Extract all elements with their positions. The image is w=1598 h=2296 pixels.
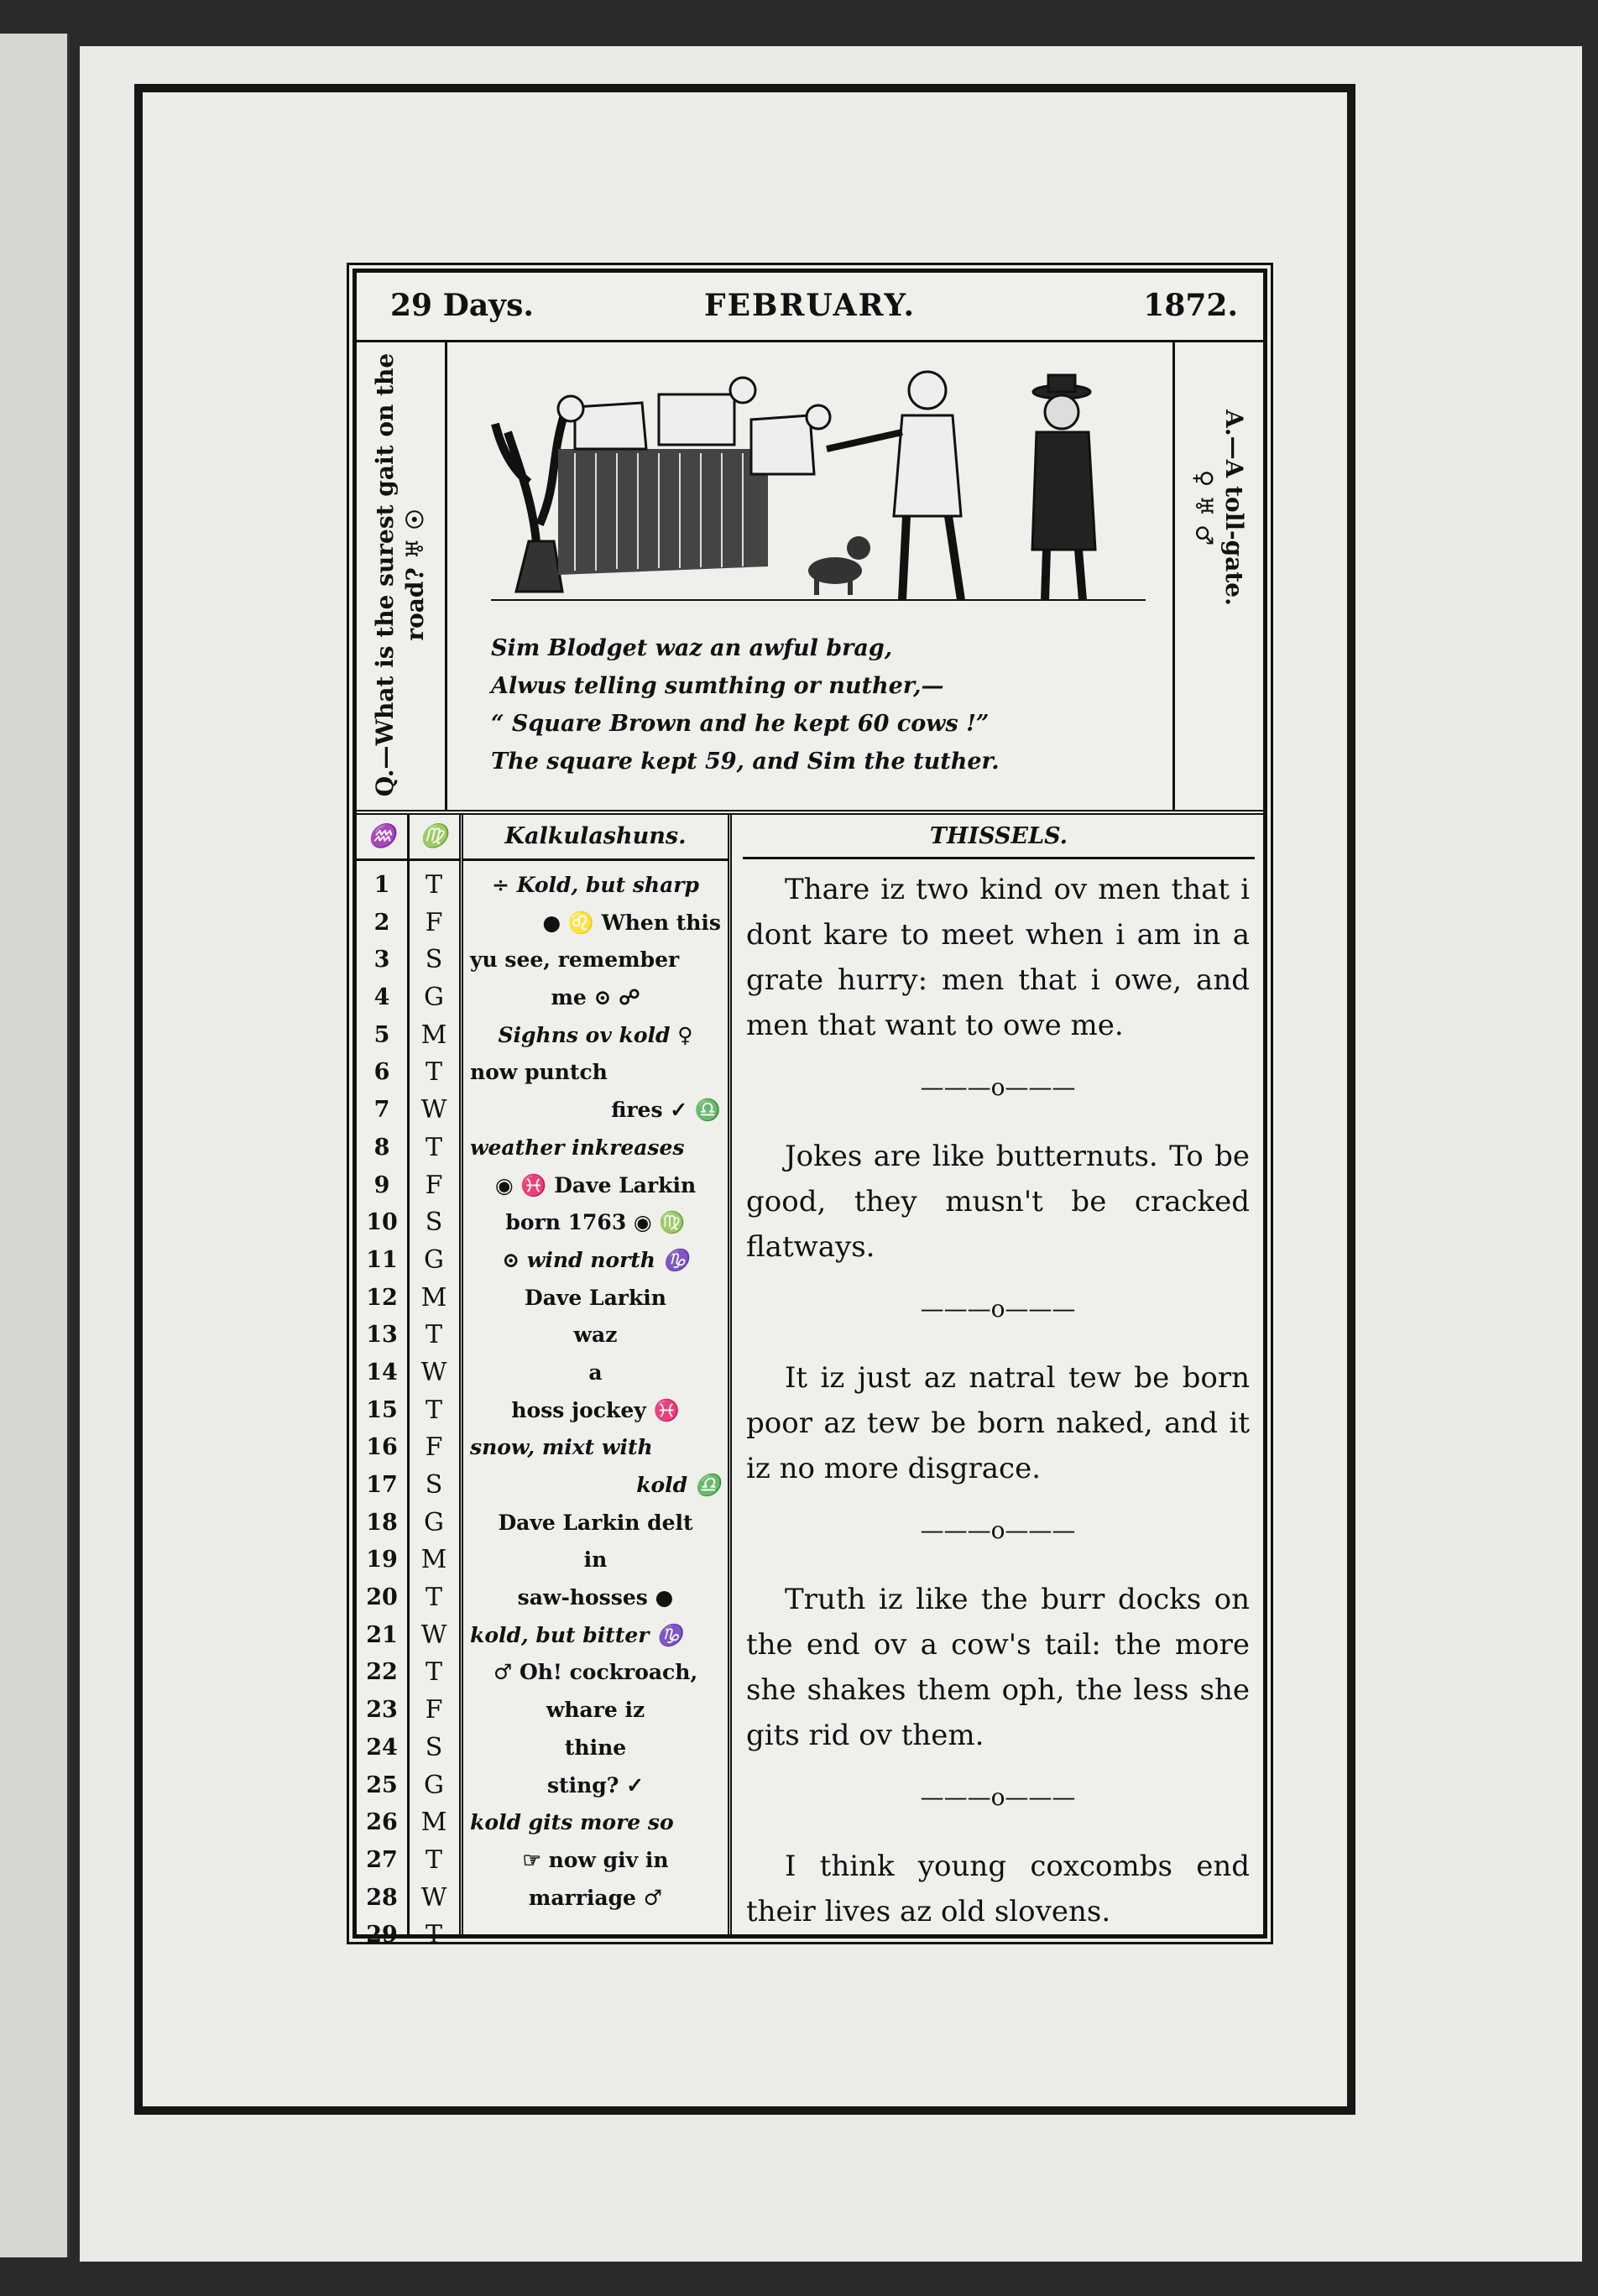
- day-number: 7: [373, 1097, 390, 1124]
- day-number: 23: [366, 1697, 398, 1724]
- year: 1872.: [1143, 288, 1238, 323]
- verse-line: The square kept 59, and Sim the tuther.: [491, 749, 1000, 775]
- kalkulashun-line: kold, but bitter ♑: [470, 1622, 683, 1647]
- kalkulashun-line: kold gits more so: [470, 1810, 674, 1835]
- separator: ———o———: [920, 1295, 1076, 1323]
- tree-icon: [495, 407, 567, 592]
- kalkulashun-line: saw-hosses ●: [517, 1585, 674, 1610]
- separator: ———o———: [920, 1783, 1076, 1811]
- day-number: 2: [373, 909, 390, 936]
- day-number: 11: [366, 1246, 398, 1273]
- weekday-letter: T: [425, 1920, 442, 1950]
- kalkulashun-line: ◉ ♓ Dave Larkin: [494, 1172, 697, 1198]
- weekday-letter: M: [420, 1545, 447, 1575]
- kalkulashun-line: Sighns ov kold ♀: [498, 1022, 693, 1047]
- header-row: [357, 273, 1263, 342]
- day-number: 29: [366, 1922, 398, 1949]
- kalkulashun-line: thine: [564, 1735, 627, 1760]
- day-number-list: [357, 867, 407, 1954]
- kalkulashun-line: weather inkreases: [470, 1135, 685, 1160]
- kalkulashun-line: ● ♌ When this: [542, 910, 721, 935]
- weekday-letter: T: [425, 1395, 442, 1425]
- kalkulashun-line: born 1763 ◉ ♍: [505, 1210, 686, 1235]
- weekday-letter: T: [425, 870, 442, 900]
- weekday-letter: F: [425, 907, 443, 937]
- weekday-letter: F: [425, 1432, 443, 1463]
- kalkulashun-line: waz: [573, 1323, 618, 1348]
- thissel-paragraph: Truth iz like the burr docks on the end ov a cow's tail: the more she shakes them oph, the less she gits rid ov them.: [746, 1583, 1250, 1752]
- thissel-paragraph: Thare iz two kind ov men that i dont kare to meet when i am in a grate hurry: men that i owe, and men that want to owe me.: [746, 873, 1250, 1042]
- kalkulashun-line: in: [583, 1547, 608, 1573]
- thissel-paragraph: It iz just az natral tew be born poor az tew be born naked, and it iz no more disgrace.: [746, 1361, 1250, 1485]
- month-title: FEBRUARY.: [704, 288, 916, 323]
- weekday-letter: G: [424, 1245, 444, 1275]
- dog-icon: [808, 536, 870, 595]
- answer-sidebar: [1172, 340, 1263, 810]
- verse-line: “ Square Brown and he kept 60 cows !”: [491, 711, 990, 737]
- almanac-page: [352, 269, 1267, 1950]
- weekday-letter: T: [425, 1657, 442, 1688]
- weekday-letter: S: [425, 1208, 443, 1238]
- thissel-paragraph: Jokes are like butternuts. To be good, they musn't be cracked flatways.: [746, 1140, 1250, 1264]
- weekday-letter: S: [425, 1470, 443, 1500]
- weekday-column: [409, 815, 463, 1950]
- day-number: 19: [366, 1547, 398, 1573]
- question-text: Q.—What is the surest gait on the road? ♅ ☉: [371, 352, 429, 797]
- day-number: 8: [373, 1134, 390, 1161]
- day-number-column: [357, 815, 410, 1949]
- day-number: 27: [366, 1846, 398, 1873]
- weekday-letter: M: [420, 1808, 447, 1838]
- day-number: 3: [373, 947, 390, 973]
- kalkulashun-line: now puntch: [470, 1060, 608, 1085]
- kalkulashun-line: ♂ Oh! cockroach,: [493, 1660, 698, 1685]
- kalkulashun-line: snow, mixt with: [470, 1435, 653, 1460]
- day-number: 12: [366, 1284, 398, 1311]
- day-number: 17: [366, 1472, 398, 1498]
- weekday-letter: W: [420, 1882, 447, 1912]
- kalkulashuns-heading: Kalkulashuns.: [463, 815, 728, 861]
- kalkulashun-line: hoss jockey ♓: [511, 1397, 680, 1422]
- weekday-letter: T: [425, 1583, 442, 1613]
- woodcut-illustration: [491, 357, 1146, 608]
- verse-line: Alwus telling sumthing or nuther,—: [491, 673, 944, 699]
- separator: ———o———: [920, 1073, 1076, 1101]
- day-number: 4: [373, 984, 390, 1011]
- calendar-table: [357, 815, 1263, 1950]
- day-number: 16: [366, 1434, 398, 1461]
- kalkulashun-line: ⊙ wind north ♑: [502, 1247, 689, 1272]
- kalkulashun-line: me ⊙ ☍: [551, 985, 640, 1010]
- weekday-letter: S: [425, 1732, 443, 1762]
- weekday-letter: G: [424, 983, 444, 1013]
- kalkulashuns-list: [470, 867, 721, 1917]
- weekday-letter: W: [420, 1620, 447, 1650]
- separator: ———o———: [920, 1516, 1076, 1544]
- day-number: 5: [373, 1021, 390, 1048]
- kalkulashun-line: fires ✓ ♎: [611, 1098, 721, 1123]
- fence-icon: [558, 449, 768, 575]
- weekday-letter: T: [425, 1845, 442, 1875]
- weekday-letter: T: [425, 1132, 442, 1162]
- kalkulashuns-column: [463, 815, 732, 1934]
- day-number: 25: [366, 1772, 398, 1798]
- weekday-letter: M: [420, 1020, 447, 1050]
- aquarius-icon: ♒: [357, 815, 407, 861]
- kalkulashun-line: Dave Larkin delt: [498, 1510, 693, 1535]
- kalkulashun-line: sting? ✓: [546, 1772, 645, 1798]
- man-with-hat-icon: [1032, 375, 1095, 600]
- thissels-column: [734, 815, 1263, 1934]
- verse: [491, 629, 1129, 780]
- weekday-letter: M: [420, 1282, 447, 1312]
- day-number: 24: [366, 1734, 398, 1761]
- day-number: 21: [366, 1621, 398, 1648]
- day-number: 26: [366, 1809, 398, 1836]
- weekday-letter: F: [425, 1170, 443, 1200]
- kalkulashun-line: ☞ now giv in: [522, 1847, 669, 1872]
- day-number: 1: [373, 872, 390, 898]
- weekday-letter: T: [425, 1320, 442, 1350]
- kalkulashun-line: Dave Larkin: [525, 1285, 666, 1310]
- weekday-letter: G: [424, 1507, 444, 1537]
- weekday-letter: F: [425, 1695, 443, 1725]
- day-number: 15: [366, 1396, 398, 1423]
- weekday-letter: G: [424, 1770, 444, 1800]
- weekday-letter: T: [425, 1057, 442, 1088]
- day-number: 6: [373, 1059, 390, 1086]
- thissels-body: [746, 867, 1250, 1934]
- day-number: 22: [366, 1659, 398, 1686]
- thissels-heading: THISSELS.: [743, 815, 1255, 859]
- days-count: 29 Days.: [390, 288, 534, 323]
- verse-line: Sim Blodget waz an awful brag,: [491, 635, 893, 661]
- left-page-edge: [0, 34, 70, 2257]
- thissel-paragraph: I think young coxcombs end their lives az old slovens.: [746, 1850, 1250, 1928]
- virgo-icon: ♍: [409, 815, 459, 861]
- day-number: 9: [373, 1171, 390, 1198]
- kalkulashun-line: marriage ♂: [528, 1885, 663, 1910]
- day-number: 10: [366, 1209, 398, 1236]
- kalkulashun-line: ÷ Kold, but sharp: [492, 873, 699, 897]
- kalkulashun-line: whare iz: [546, 1698, 645, 1723]
- kalkulashun-line: kold ♎: [636, 1473, 721, 1497]
- weekday-list: [409, 867, 459, 1954]
- answer-text: A.—A toll-gate. ♀ ♅ ♂: [1190, 410, 1248, 606]
- day-number: 14: [366, 1359, 398, 1385]
- illustration-section: [357, 340, 1263, 815]
- kalkulashun-line: yu see, remember: [470, 947, 680, 973]
- day-number: 20: [366, 1584, 398, 1611]
- weekday-letter: W: [420, 1357, 447, 1387]
- question-sidebar: [357, 340, 447, 810]
- day-number: 13: [366, 1322, 398, 1349]
- day-number: 28: [366, 1884, 398, 1911]
- weekday-letter: S: [425, 945, 443, 975]
- weekday-letter: W: [420, 1095, 447, 1125]
- day-number: 18: [366, 1509, 398, 1536]
- kalkulashun-line: a: [588, 1359, 603, 1385]
